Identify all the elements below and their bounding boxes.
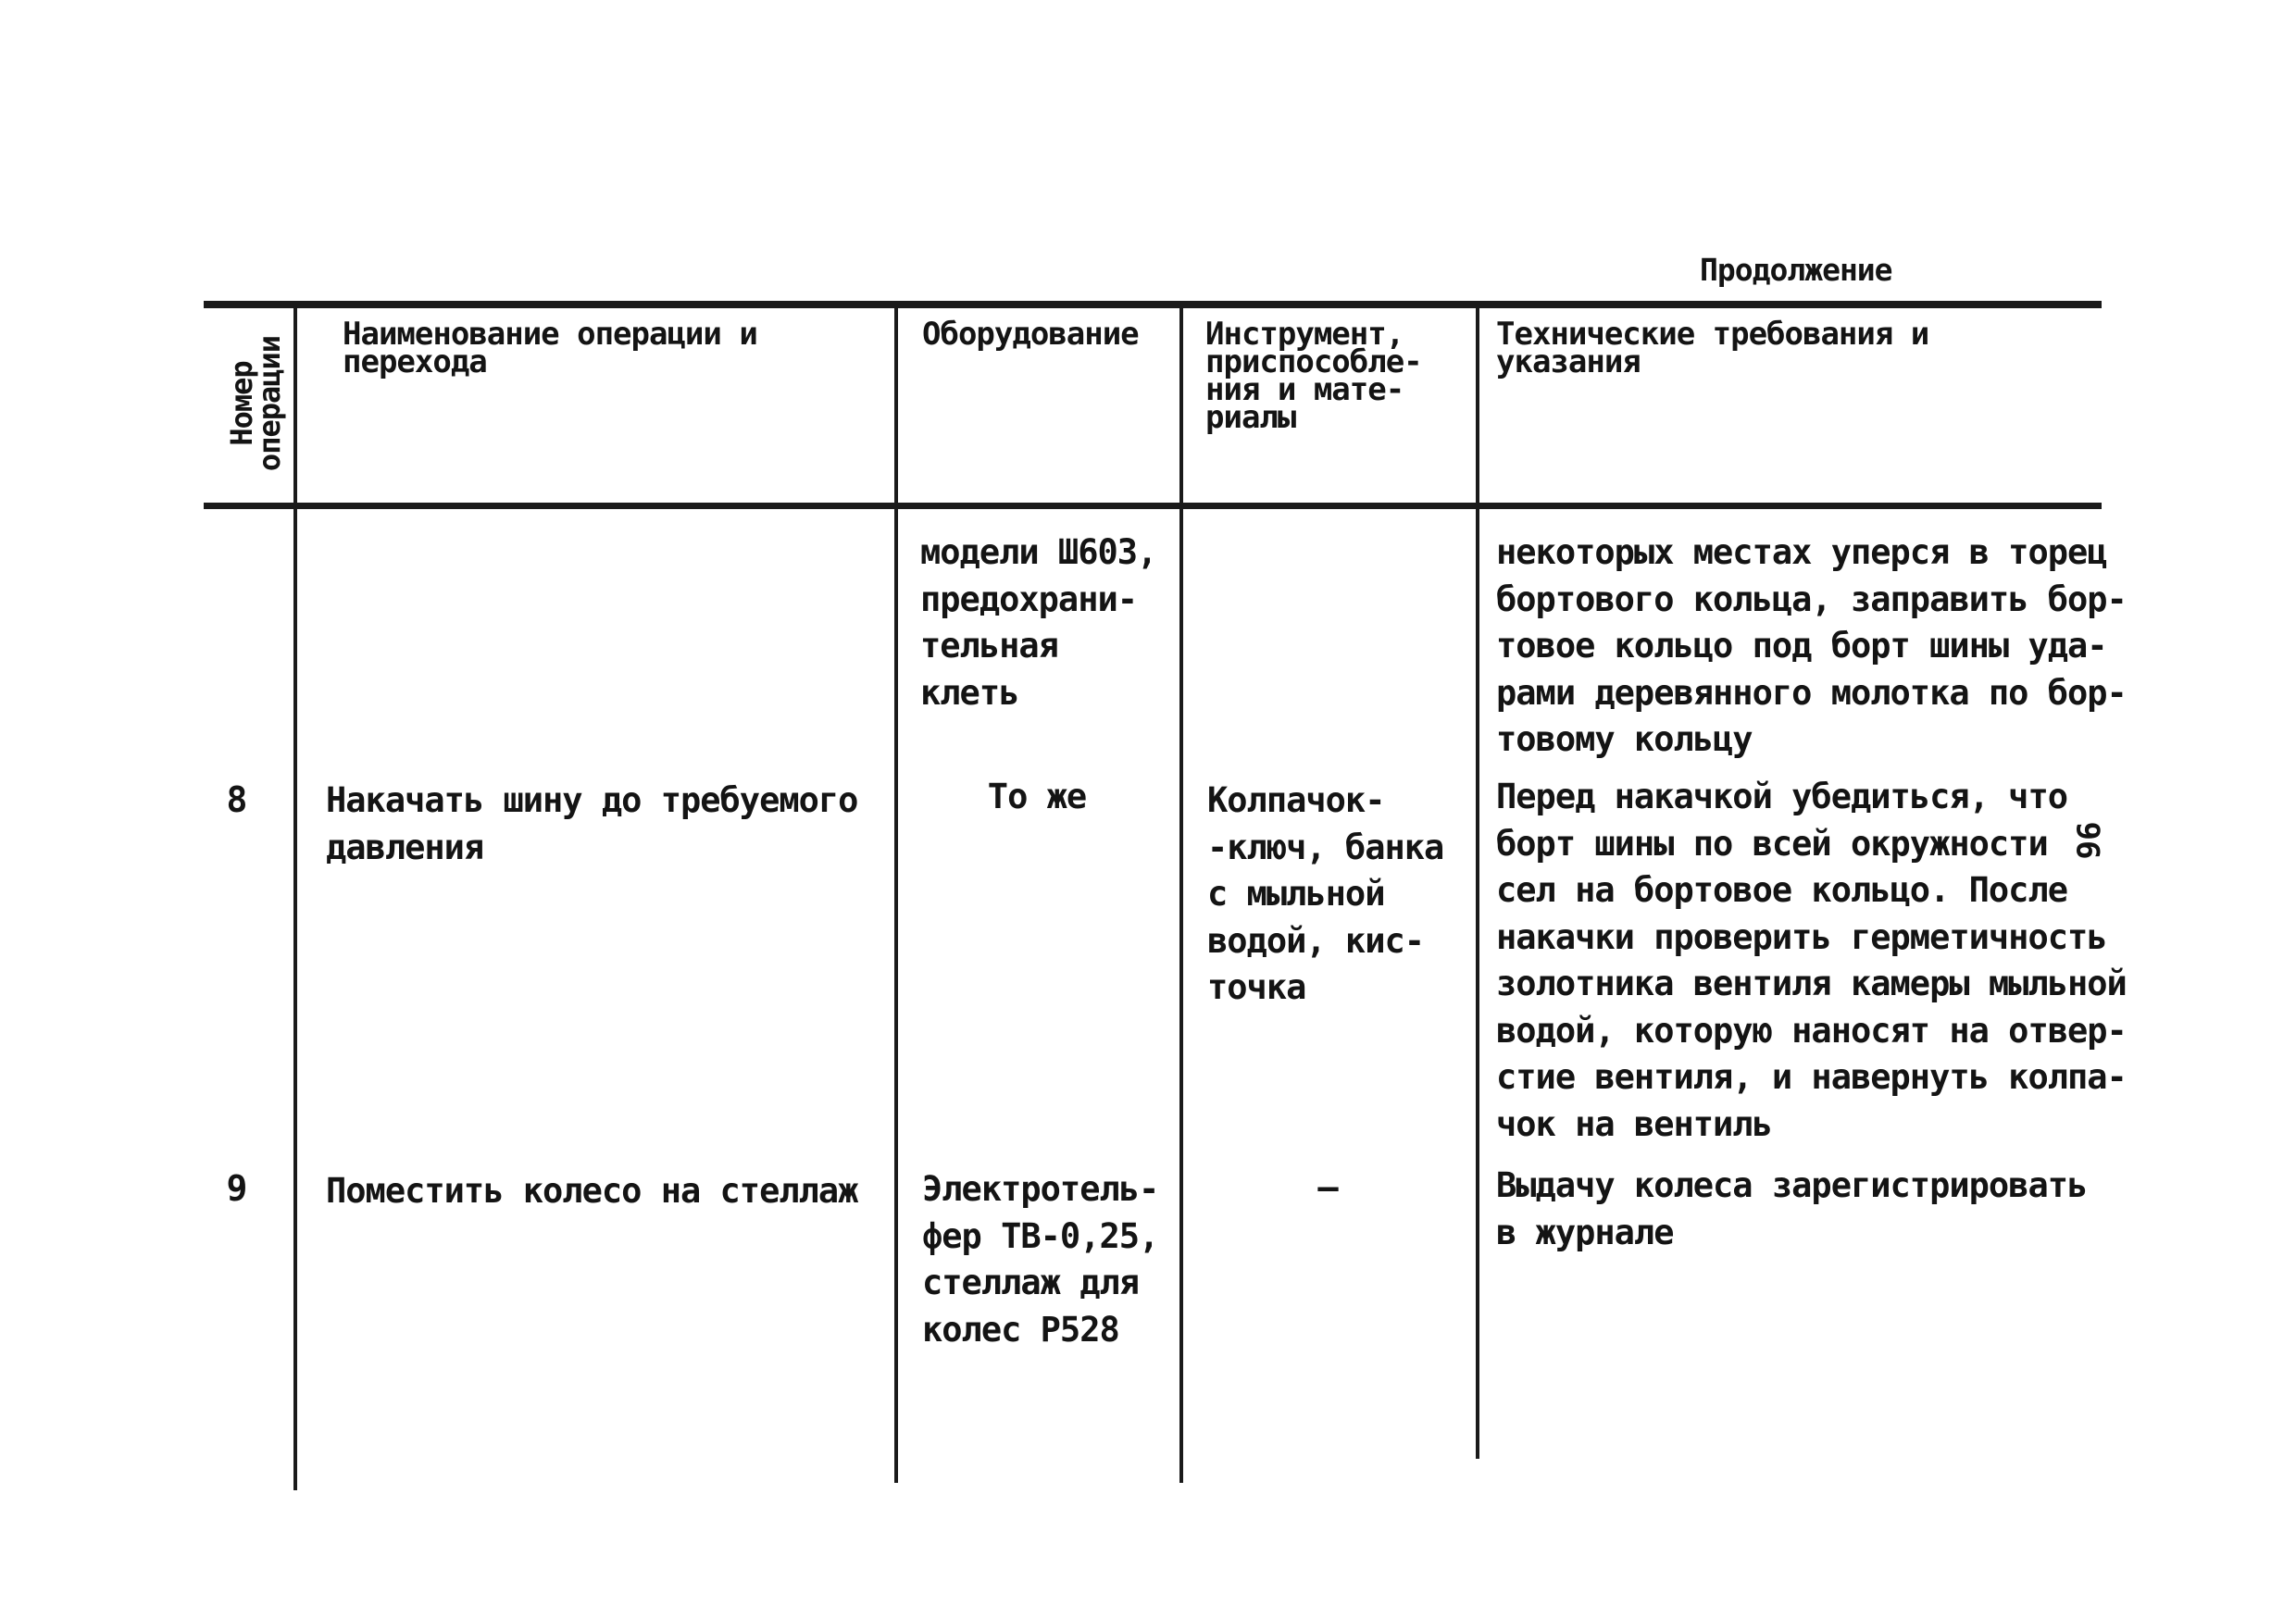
- table-row-0-equipment: модели Ш603, предохрани- тельная клеть: [920, 532, 1157, 713]
- column-divider-4: [1476, 304, 1479, 1459]
- header-equipment: Оборудование: [922, 316, 1139, 353]
- column-divider-2: [894, 304, 898, 1483]
- table-row-1-name: Накачать шину до требуемого давления: [326, 780, 858, 867]
- header-op-number: Номер операции: [224, 335, 287, 472]
- table-row-1-requirements: Перед накачкой убедиться, что борт шины по всей окружности сел на бортовое кольцо. После накачки проверить герметичность золотника вентиля камеры мыльной водой, которую наносят на отвер- стие вентиля, и навернуть колпа- чок на вентиль: [1496, 777, 2127, 1144]
- column-divider-3: [1179, 304, 1183, 1483]
- continuation-label: Продолжение: [1700, 252, 1892, 288]
- header-tools: Инструмент, приспособле- ния и мате- риалы: [1205, 316, 1422, 436]
- table-row-2-name: Поместить колесо на стеллаж: [326, 1171, 858, 1211]
- table-row-2-tools: –: [1317, 1167, 1338, 1207]
- header-requirements: Технические требования и указания: [1496, 316, 1929, 380]
- table-row-1-number: 8: [226, 779, 248, 820]
- table-top-rule: [204, 301, 2102, 308]
- column-divider-1: [293, 304, 297, 1490]
- table-row-2-number: 9: [226, 1168, 248, 1209]
- header-op-name: Наименование операции и перехода: [343, 316, 757, 380]
- page-number-mark: 96: [2068, 821, 2106, 860]
- table-row-2-requirements: Выдачу колеса зарегистрировать в журнале: [1496, 1165, 2088, 1252]
- table-row-1-tools: Колпачок- -ключ, банка с мыльной водой, кис- точка: [1207, 780, 1444, 1007]
- table-row-0-requirements: некоторых местах уперся в торец бортового кольца, заправить бор- товое кольцо под борт шины уда- рами деревянного молотка по бор- товому кольцу: [1496, 532, 2127, 759]
- table-row-2-equipment: Электротель- фер ТВ-0,25, стеллаж для колес Р528: [922, 1169, 1159, 1350]
- table-row-1-equipment: То же: [987, 777, 1087, 816]
- header-bottom-rule: [204, 503, 2102, 509]
